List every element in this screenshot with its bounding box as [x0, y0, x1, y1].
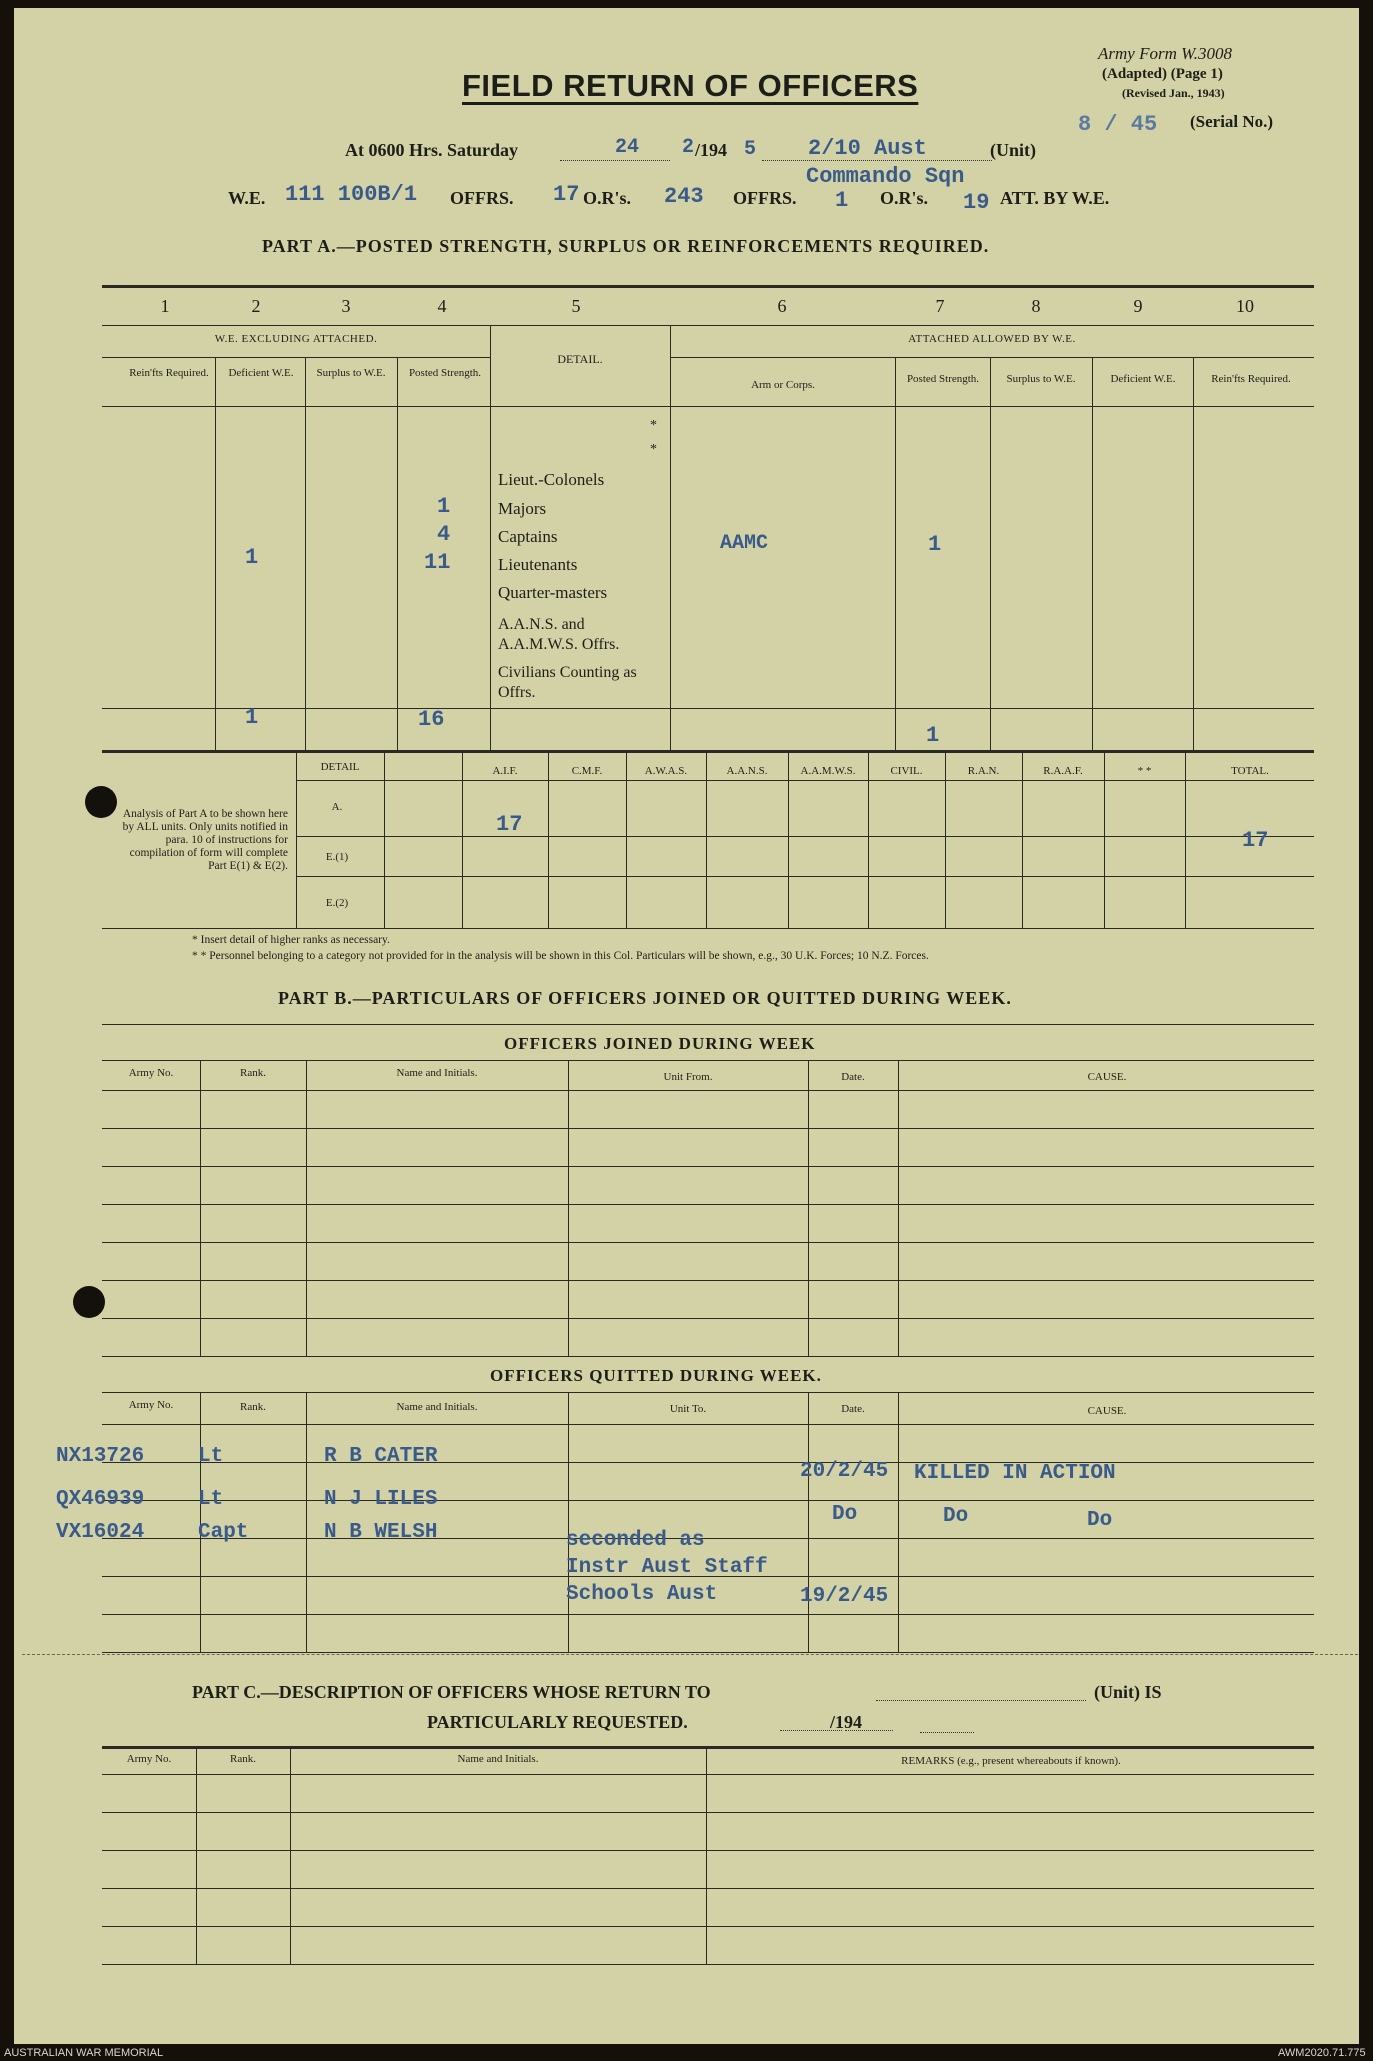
joined-header: Date. [841, 1071, 865, 1083]
killed-date: 20/2/45 [800, 1460, 889, 1483]
rule [670, 357, 1314, 358]
footnote: * * Personnel belonging to a category not provided for in the analysis will be shown in this Col. Particulars will be shown, e.g., 30 U.K. Forces; 10 N.Z. Forces. [192, 950, 929, 962]
form-paper [14, 8, 1359, 2044]
quitted-name: N J LILES [324, 1488, 438, 1511]
rule [102, 1926, 1314, 1927]
rule [102, 928, 1314, 929]
col-number: 5 [571, 296, 581, 316]
punch-hole [73, 1286, 105, 1318]
joined-header: Name and Initials. [396, 1067, 478, 1079]
rule [102, 1746, 1314, 1749]
rule [102, 325, 1314, 326]
col-header: Surplus to W.E. [1006, 373, 1076, 385]
analysis-header: A.A.M.W.S. [800, 765, 856, 777]
rule [670, 325, 671, 750]
return-month: 2 [682, 136, 695, 159]
dots [876, 1684, 1086, 1701]
dots [920, 1716, 974, 1733]
unit-label: (Unit) [990, 140, 1036, 160]
rule [296, 780, 1314, 781]
rule [102, 1242, 1314, 1243]
rule [102, 1538, 1314, 1539]
rule [102, 708, 1314, 709]
analysis-header: R.A.A.F. [1043, 765, 1083, 777]
col-number: 4 [437, 296, 447, 316]
ditto-cause: Do [1087, 1509, 1113, 1532]
we-excluding-header: W.E. EXCLUDING ATTACHED. [214, 333, 378, 345]
rule [102, 357, 490, 358]
detail-header: DETAIL. [557, 352, 603, 366]
quitted-rank: Lt [198, 1488, 224, 1511]
rule [102, 1424, 1314, 1425]
rule [990, 357, 991, 750]
part-c-header: Rank. [230, 1753, 256, 1765]
part-c-unit-label: (Unit) IS [1094, 1682, 1162, 1702]
rule [102, 1128, 1314, 1129]
offrs-value: 17 [553, 182, 580, 207]
asterisk: * [650, 442, 657, 457]
quitted-rank: Capt [198, 1521, 249, 1544]
joined-header: Army No. [128, 1067, 174, 1079]
col-number: 6 [777, 296, 787, 316]
deficient-lieutenants: 1 [245, 545, 259, 570]
quitted-army-no: VX16024 [56, 1521, 145, 1544]
rule [808, 1060, 809, 1356]
quitted-name: R B CATER [324, 1445, 438, 1468]
analysis-header: A.A.N.S. [726, 765, 768, 777]
rule [898, 1392, 899, 1652]
rule [196, 1746, 197, 1964]
col-header: Rein'fts Required. [1211, 373, 1291, 385]
rule [397, 357, 398, 750]
form-adapted: (Adapted) (Page 1) [1102, 66, 1223, 82]
part-c-header: Army No. [126, 1753, 172, 1765]
rule [490, 325, 491, 750]
rule [895, 357, 896, 750]
joined-header: CAUSE. [1087, 1071, 1127, 1083]
rule [102, 285, 1314, 288]
asterisk: * [650, 418, 657, 433]
analysis-header: * * [1137, 765, 1152, 777]
rank-label: Majors [498, 499, 547, 518]
rule [215, 357, 216, 750]
joined-header: Unit From. [663, 1071, 713, 1083]
ditto-cause: Do [943, 1505, 969, 1528]
year-prefix: /194 [695, 140, 728, 160]
part-a-title: PART A.—POSTED STRENGTH, SURPLUS OR REINFORCEMENTS REQUIRED. [262, 236, 990, 256]
part-b-title: PART B.—PARTICULARS OF OFFICERS JOINED OR QUITTED DURING WEEK. [278, 988, 1012, 1008]
analysis-header: R.A.N. [967, 765, 1000, 777]
rule [200, 1060, 201, 1356]
ors-value: 243 [664, 184, 704, 209]
return-day: 24 [615, 136, 640, 159]
attached-ors-label: O.R's. [880, 188, 929, 208]
rank-label: Captains [498, 527, 558, 546]
analysis-row-label: E.(2) [325, 897, 349, 909]
rank-label: Civilians Counting as Offrs. [498, 664, 637, 701]
rule [102, 750, 1314, 753]
rule [102, 1614, 1314, 1615]
total-posted: 16 [418, 707, 445, 732]
rule [568, 1392, 569, 1652]
rule [102, 1392, 1314, 1393]
form-number: Army Form W.3008 [1098, 44, 1232, 63]
rule [102, 1166, 1314, 1167]
col-number: 3 [341, 296, 351, 316]
col-number: 8 [1031, 296, 1041, 316]
attached-offrs-value: 1 [835, 188, 849, 213]
quitted-header: Unit To. [669, 1403, 707, 1415]
rule [102, 1024, 1314, 1025]
page-title: FIELD RETURN OF OFFICERS [462, 68, 919, 103]
joined-header: Rank. [240, 1067, 266, 1079]
rule [102, 1812, 1314, 1813]
rule [384, 750, 385, 928]
arm-or-corps-value: AAMC [720, 532, 769, 555]
col-header: Arm or Corps. [751, 379, 815, 391]
rule [102, 1964, 1314, 1965]
quitted-header: Army No. [128, 1399, 174, 1411]
posted-majors: 1 [437, 494, 451, 519]
quitted-header: Name and Initials. [396, 1401, 478, 1413]
quitted-rank: Lt [198, 1445, 224, 1468]
analysis-header: TOTAL. [1231, 765, 1269, 777]
quitted-header: Rank. [240, 1401, 266, 1413]
part-c-header: Name and Initials. [457, 1753, 539, 1765]
ors-label: O.R's. [583, 188, 632, 208]
seconded-line: Schools Aust [566, 1583, 718, 1606]
col-number: 2 [251, 296, 261, 316]
unit-value: 2/10 Aust [808, 136, 927, 161]
col-header: Deficient W.E. [228, 367, 294, 379]
rank-label: Quarter-masters [498, 583, 608, 602]
rule [296, 876, 1314, 877]
rule [306, 1060, 307, 1356]
analysis-header: CIVIL. [890, 765, 923, 777]
unit-value-line2: Commando Sqn [806, 164, 965, 189]
posted-lieutenants: 11 [424, 550, 451, 575]
rank-label: Lieutenants [498, 555, 578, 574]
seconded-line: Instr Aust Staff [566, 1556, 768, 1579]
rule [102, 1888, 1314, 1889]
we-value: 111 100B/1 [285, 182, 418, 207]
ditto-date: Do [832, 1503, 858, 1526]
col-header: Posted Strength. [906, 373, 980, 385]
analysis-row-label: A. [331, 801, 343, 813]
rule [102, 1090, 1314, 1091]
rule [102, 1850, 1314, 1851]
rule [102, 1462, 1314, 1463]
offrs-label: OFFRS. [450, 188, 514, 208]
quitted-name: N B WELSH [324, 1521, 438, 1544]
serial-label: (Serial No.) [1190, 112, 1274, 131]
quitted-title: OFFICERS QUITTED DURING WEEK. [490, 1366, 822, 1385]
analysis-row-label: E.(1) [325, 851, 349, 863]
date-template: /194 [830, 1712, 863, 1732]
part-c-title: PART C.—DESCRIPTION OF OFFICERS WHOSE RETURN TO [192, 1682, 711, 1702]
rule [898, 1060, 899, 1356]
rule [102, 1500, 1314, 1501]
quitted-header: CAUSE. [1087, 1405, 1127, 1417]
joined-title: OFFICERS JOINED DURING WEEK [504, 1034, 816, 1053]
rule [102, 406, 1314, 407]
col-header: Surplus to W.E. [316, 367, 386, 379]
rule [102, 1060, 1314, 1061]
part-c-header: REMARKS (e.g., present whereabouts if known). [901, 1755, 1121, 1767]
quitted-header: Date. [841, 1403, 865, 1415]
col-number: 7 [935, 296, 945, 316]
col-number: 9 [1133, 296, 1143, 316]
attached-offrs-label: OFFRS. [733, 188, 797, 208]
perforation [22, 1654, 1358, 1655]
rule [290, 1746, 291, 1964]
rule [102, 1280, 1314, 1281]
rule [102, 1318, 1314, 1319]
att-by-we-label: ATT. BY W.E. [1000, 188, 1110, 208]
analysis-note: Analysis of Part A to be shown here by ALL units. Only units notified in para. 10 of instructions for compilation of form will complete Part E(1) & E(2). [122, 808, 288, 872]
rank-label: A.A.N.S. and A.A.M.W.S. Offrs. [498, 616, 620, 653]
attached-posted-value: 1 [928, 532, 942, 557]
rule [305, 357, 306, 750]
year-digit: 5 [744, 138, 757, 161]
total-deficient: 1 [245, 705, 259, 730]
analysis-header: A.I.F. [492, 765, 518, 777]
we-label: W.E. [228, 188, 266, 208]
rule [808, 1392, 809, 1652]
quitted-army-no: NX13726 [56, 1445, 145, 1468]
rule [102, 1204, 1314, 1205]
col-number: 10 [1236, 296, 1254, 316]
rule [102, 1652, 1314, 1653]
serial-value: 8 / 45 [1078, 112, 1158, 137]
archive-credit: AUSTRALIAN WAR MEMORIAL [4, 2047, 164, 2059]
rank-label: Lieut.-Colonels [498, 470, 605, 489]
attached-header: ATTACHED ALLOWED BY W.E. [908, 333, 1076, 345]
rule [1193, 357, 1194, 750]
analysis-header: C.M.F. [571, 765, 603, 777]
rule [568, 1060, 569, 1356]
quitted-army-no: QX46939 [56, 1488, 145, 1511]
posted-captains: 4 [437, 522, 451, 547]
col-header: Rein'fts Required. [129, 367, 209, 379]
rule [306, 1392, 307, 1652]
footnote: * Insert detail of higher ranks as necessary. [192, 934, 390, 946]
analysis-header: A.W.A.S. [644, 765, 688, 777]
rule [102, 1774, 1314, 1775]
rule [296, 836, 1314, 837]
archive-id: AWM2020.71.775 [1278, 2047, 1366, 2059]
seconded-date: 19/2/45 [800, 1585, 889, 1608]
total-attached-posted: 1 [926, 723, 940, 748]
analysis-header: DETAIL [320, 761, 360, 773]
rule [1092, 357, 1093, 750]
killed-cause: KILLED IN ACTION [914, 1462, 1116, 1485]
analysis-aif-value: 17 [496, 812, 523, 837]
col-header: Posted Strength. [408, 367, 482, 379]
attached-ors-value: 19 [963, 190, 990, 215]
seconded-line: seconded as [566, 1529, 705, 1552]
rule [102, 1356, 1314, 1357]
col-header: Deficient W.E. [1110, 373, 1176, 385]
rule [706, 1746, 707, 1964]
form-revised: (Revised Jan., 1943) [1122, 86, 1225, 100]
part-c-title-2: PARTICULARLY REQUESTED. [427, 1712, 688, 1732]
analysis-total-value: 17 [1242, 828, 1269, 853]
col-number: 1 [160, 296, 170, 316]
at-hours-label: At 0600 Hrs. Saturday [345, 140, 519, 160]
